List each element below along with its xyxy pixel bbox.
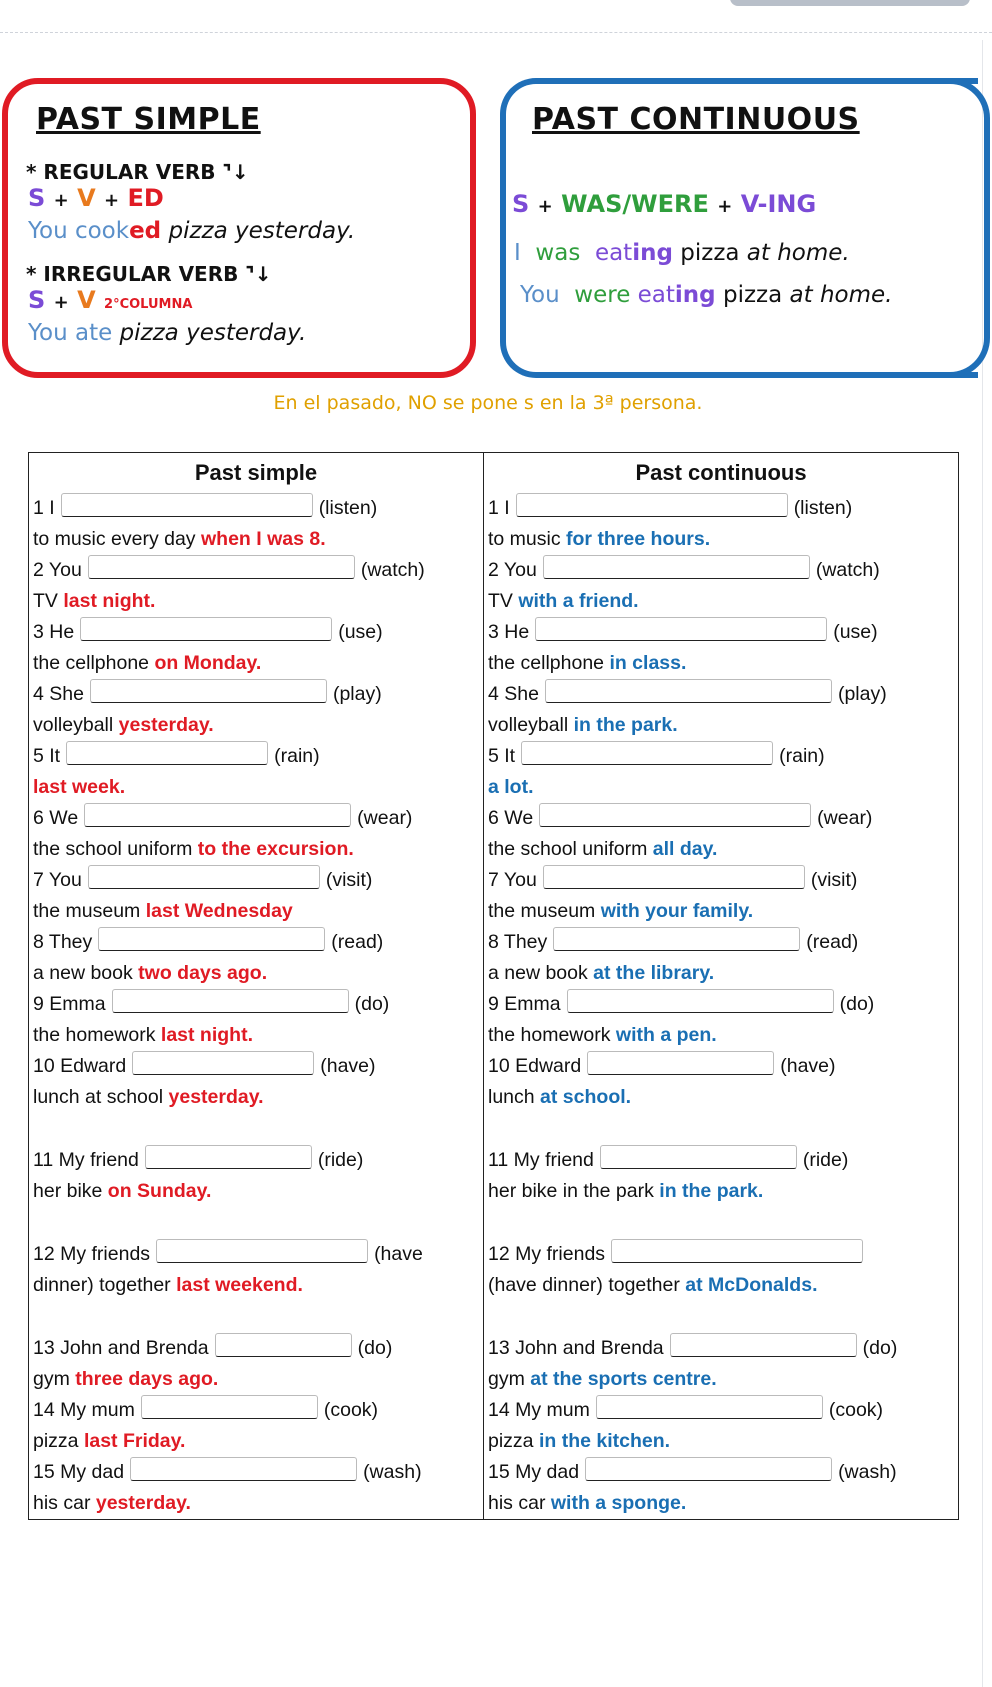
answer-blank-input[interactable] — [84, 803, 351, 827]
sentence-rest: lunch at school — [33, 1086, 164, 1108]
time-expression: last week. — [33, 776, 126, 798]
sentence-rest: to music every day — [33, 528, 196, 550]
regular-verb-label: * REGULAR VERB ⌝↓ — [26, 160, 249, 184]
time-expression: in class. — [609, 652, 687, 674]
sentence-rest: pizza — [488, 1430, 534, 1452]
verb-hint: (do) — [839, 993, 875, 1015]
past-continuous-cell — [484, 679, 959, 741]
time-expression: three days ago. — [75, 1368, 219, 1390]
answer-blank-input[interactable] — [670, 1333, 857, 1357]
time-expression: in the park. — [659, 1180, 764, 1202]
verb-hint: (cook) — [828, 1399, 884, 1421]
sentence-start: 8 They — [488, 931, 548, 953]
verb-hint: (rain) — [274, 745, 320, 767]
sentence-start: 11 My friend — [33, 1149, 139, 1171]
past-simple-cell — [29, 1333, 484, 1395]
past-continuous-cell — [484, 741, 959, 803]
past-continuous-cell — [484, 989, 959, 1051]
verb-hint: (do) — [862, 1337, 898, 1359]
sentence-start: 8 They — [33, 931, 93, 953]
sentence-start: 12 My friends — [33, 1243, 151, 1265]
past-continuous-cell — [484, 865, 959, 927]
continuous-example-2: You were eating pizza at home. — [520, 282, 893, 308]
sentence-rest: gym — [488, 1368, 525, 1390]
answer-blank-input[interactable] — [585, 1457, 832, 1481]
verb-hint: (visit) — [325, 869, 373, 891]
verb-hint: (ride) — [317, 1149, 364, 1171]
past-simple-cell — [29, 1395, 484, 1457]
answer-blank-input[interactable] — [156, 1239, 368, 1263]
past-continuous-cell — [484, 1239, 959, 1333]
time-expression: all day. — [652, 838, 718, 860]
time-expression: yesterday. — [168, 1086, 264, 1108]
sentence-start: 2 You — [33, 559, 82, 581]
sentence-rest: a new book — [488, 962, 588, 984]
verb-hint: (wash) — [838, 1461, 897, 1483]
past-simple-cell — [29, 679, 484, 741]
column-header-past-simple: Past simple — [29, 453, 484, 494]
table-row — [29, 803, 959, 865]
sentence-rest: TV — [488, 590, 513, 612]
time-expression: in the kitchen. — [538, 1430, 671, 1452]
sentence-rest: the homework — [33, 1024, 156, 1046]
answer-blank-input[interactable] — [567, 989, 834, 1013]
answer-blank-input[interactable] — [539, 803, 811, 827]
time-expression: to the excursion. — [197, 838, 354, 860]
answer-blank-input[interactable] — [112, 989, 349, 1013]
answer-blank-input[interactable] — [66, 741, 268, 765]
sentence-start: 10 Edward — [488, 1055, 582, 1077]
sentence-start: 15 My dad — [488, 1461, 580, 1483]
verb-hint: (rain) — [779, 745, 825, 767]
sentence-start: 3 He — [488, 621, 530, 643]
past-simple-cell — [29, 493, 484, 555]
sentence-start: 9 Emma — [33, 993, 106, 1015]
sentence-rest: lunch — [488, 1086, 535, 1108]
verb-hint: (watch) — [815, 559, 880, 581]
time-expression: yesterday. — [95, 1492, 191, 1514]
past-continuous-cell — [484, 617, 959, 679]
sentence-rest: his car — [488, 1492, 546, 1514]
past-continuous-cell — [484, 493, 959, 555]
exercise-table — [28, 452, 959, 1520]
verb-hint: (ride) — [802, 1149, 849, 1171]
answer-blank-input[interactable] — [88, 555, 355, 579]
time-expression: last night. — [160, 1024, 253, 1046]
verb-hint: (wear) — [817, 807, 873, 829]
irregular-formula: S + V 2°COLUMNA — [28, 286, 193, 314]
table-row — [29, 865, 959, 927]
sentence-start: 13 John and Brenda — [488, 1337, 664, 1359]
time-expression: at the sports centre. — [530, 1368, 717, 1390]
answer-blank-input[interactable] — [516, 493, 788, 517]
time-expression: with a sponge. — [550, 1492, 687, 1514]
past-continuous-box-edge — [900, 78, 990, 378]
sentence-start: 4 She — [488, 683, 539, 705]
verb-hint: (listen) — [318, 497, 378, 519]
verb-hint: (visit) — [810, 869, 858, 891]
sentence-rest: the cellphone — [488, 652, 605, 674]
table-row — [29, 679, 959, 741]
table-row — [29, 493, 959, 555]
past-continuous-cell — [484, 1051, 959, 1145]
answer-blank-input[interactable] — [611, 1239, 863, 1263]
time-expression: at the library. — [593, 962, 715, 984]
past-continuous-cell — [484, 803, 959, 865]
verb-hint: (do) — [357, 1337, 393, 1359]
divider — [0, 32, 992, 33]
sentence-rest: her bike in the park — [488, 1180, 654, 1202]
answer-blank-input[interactable] — [596, 1395, 823, 1419]
sentence-start: 6 We — [488, 807, 534, 829]
past-simple-heading: PAST SIMPLE — [36, 102, 261, 137]
answer-blank-input[interactable] — [130, 1457, 357, 1481]
verb-hint: (have) — [780, 1055, 836, 1077]
table-row — [29, 1145, 959, 1239]
verb-hint: (have — [374, 1243, 423, 1265]
answer-blank-input[interactable] — [521, 741, 773, 765]
irregular-verb-label: * IRREGULAR VERB ⌝↓ — [26, 262, 272, 286]
note: En el pasado, NO se pone s en la 3ª persona. — [273, 392, 703, 414]
verb-hint: (listen) — [793, 497, 853, 519]
sentence-rest: volleyball — [33, 714, 114, 736]
table-row — [29, 1457, 959, 1520]
answer-blank-input[interactable] — [145, 1145, 312, 1169]
time-expression: last Friday. — [83, 1430, 186, 1452]
sentence-rest: pizza — [33, 1430, 79, 1452]
verb-hint: (watch) — [360, 559, 425, 581]
time-expression: two days ago. — [138, 962, 268, 984]
sentence-rest: her bike — [33, 1180, 103, 1202]
sentence-rest: the homework — [488, 1024, 611, 1046]
sentence-rest: the school uniform — [33, 838, 193, 860]
past-simple-cell — [29, 1457, 484, 1520]
past-simple-cell — [29, 1145, 484, 1239]
sentence-rest: (have dinner) together — [488, 1274, 680, 1296]
past-simple-cell — [29, 865, 484, 927]
sentence-start: 10 Edward — [33, 1055, 127, 1077]
table-row — [29, 1051, 959, 1145]
verb-hint: (read) — [331, 931, 384, 953]
time-expression: with a pen. — [615, 1024, 717, 1046]
table-row — [29, 1395, 959, 1457]
answer-blank-input[interactable] — [61, 493, 313, 517]
time-expression: with a friend. — [518, 590, 639, 612]
sentence-start: 5 It — [488, 745, 516, 767]
sentence-rest: the cellphone — [33, 652, 150, 674]
time-expression: at McDonalds. — [685, 1274, 818, 1296]
answer-blank-input[interactable] — [600, 1145, 797, 1169]
sentence-start: 11 My friend — [488, 1149, 594, 1171]
answer-blank-input[interactable] — [141, 1395, 318, 1419]
sentence-start: 7 You — [488, 869, 537, 891]
sentence-start: 14 My mum — [488, 1399, 590, 1421]
past-continuous-cell — [484, 1395, 959, 1457]
table-row — [29, 1239, 959, 1333]
sentence-start: 15 My dad — [33, 1461, 125, 1483]
sentence-rest: his car — [33, 1492, 91, 1514]
sentence-start: 1 I — [488, 497, 510, 519]
time-expression: at school. — [540, 1086, 632, 1108]
verb-hint: (do) — [354, 993, 390, 1015]
sentence-start: 5 It — [33, 745, 61, 767]
sentence-rest: volleyball — [488, 714, 569, 736]
sentence-start: 14 My mum — [33, 1399, 135, 1421]
sentence-start: 12 My friends — [488, 1243, 606, 1265]
time-expression: last Wednesday — [145, 900, 293, 922]
answer-blank-input[interactable] — [553, 927, 800, 951]
past-simple-cell — [29, 617, 484, 679]
answer-blank-input[interactable] — [132, 1051, 314, 1075]
table-row — [29, 989, 959, 1051]
top-scroll-handle — [730, 0, 970, 6]
time-expression: with your family. — [600, 900, 754, 922]
verb-hint: (wash) — [363, 1461, 422, 1483]
past-continuous-cell — [484, 1333, 959, 1395]
answer-blank-input[interactable] — [215, 1333, 352, 1357]
time-expression: a lot. — [488, 776, 534, 798]
verb-hint: (read) — [806, 931, 859, 953]
time-expression: last weekend. — [176, 1274, 303, 1296]
sentence-start: 6 We — [33, 807, 79, 829]
past-simple-cell — [29, 927, 484, 989]
past-simple-cell — [29, 555, 484, 617]
past-continuous-cell — [484, 1457, 959, 1520]
table-row — [29, 617, 959, 679]
arrow-down-icon: ⌝↓ — [222, 160, 249, 184]
sentence-rest: TV — [33, 590, 58, 612]
table-row — [29, 1333, 959, 1395]
column-header-past-continuous: Past continuous — [484, 453, 959, 494]
time-expression: when I was 8. — [200, 528, 326, 550]
continuous-formula: S + WAS/WERE + V-ING — [512, 190, 817, 218]
answer-blank-input[interactable] — [587, 1051, 774, 1075]
answer-blank-input[interactable] — [543, 865, 805, 889]
table-row — [29, 741, 959, 803]
time-expression: for three hours. — [566, 528, 711, 550]
time-expression: on Monday. — [154, 652, 262, 674]
verb-hint: (cook) — [323, 1399, 379, 1421]
time-expression: last night. — [63, 590, 156, 612]
answer-blank-input[interactable] — [90, 679, 327, 703]
sentence-start: 13 John and Brenda — [33, 1337, 209, 1359]
sentence-rest: a new book — [33, 962, 133, 984]
sentence-rest: to music — [488, 528, 561, 550]
sentence-rest: the museum — [33, 900, 141, 922]
regular-example: You cooked pizza yesterday. — [28, 218, 356, 244]
answer-blank-input[interactable] — [88, 865, 320, 889]
regular-formula: S + V + ED — [28, 184, 164, 212]
irregular-example: You ate pizza yesterday. — [28, 320, 307, 346]
table-row — [29, 927, 959, 989]
verb-hint: (use) — [338, 621, 383, 643]
time-expression: on Sunday. — [107, 1180, 212, 1202]
verb-hint: (have) — [320, 1055, 376, 1077]
past-simple-cell — [29, 1051, 484, 1145]
sentence-rest: the school uniform — [488, 838, 648, 860]
time-expression: yesterday. — [118, 714, 214, 736]
answer-blank-input[interactable] — [545, 679, 832, 703]
past-continuous-cell — [484, 555, 959, 617]
sentence-rest: dinner) together — [33, 1274, 171, 1296]
sentence-start: 1 I — [33, 497, 55, 519]
sentence-start: 2 You — [488, 559, 537, 581]
past-continuous-heading: PAST CONTINUOUS — [532, 102, 860, 137]
verb-hint: (use) — [833, 621, 878, 643]
verb-hint: (wear) — [357, 807, 413, 829]
past-simple-cell — [29, 803, 484, 865]
time-expression: in the park. — [573, 714, 678, 736]
sentence-start: 9 Emma — [488, 993, 561, 1015]
answer-blank-input[interactable] — [98, 927, 325, 951]
answer-blank-input[interactable] — [80, 617, 332, 641]
answer-blank-input[interactable] — [543, 555, 810, 579]
sentence-rest: the museum — [488, 900, 596, 922]
sentence-start: 7 You — [33, 869, 82, 891]
answer-blank-input[interactable] — [535, 617, 827, 641]
sentence-rest: gym — [33, 1368, 70, 1390]
sentence-start: 4 She — [33, 683, 84, 705]
past-continuous-cell — [484, 927, 959, 989]
verb-hint: (play) — [332, 683, 382, 705]
past-simple-cell — [29, 989, 484, 1051]
verb-hint: (play) — [837, 683, 887, 705]
past-simple-cell — [29, 1239, 484, 1333]
continuous-example-1: I was eating pizza at home. — [514, 240, 850, 266]
sentence-start: 3 He — [33, 621, 75, 643]
table-row — [29, 555, 959, 617]
past-simple-cell — [29, 741, 484, 803]
past-continuous-cell — [484, 1145, 959, 1239]
arrow-down-icon: ⌝↓ — [245, 262, 272, 286]
